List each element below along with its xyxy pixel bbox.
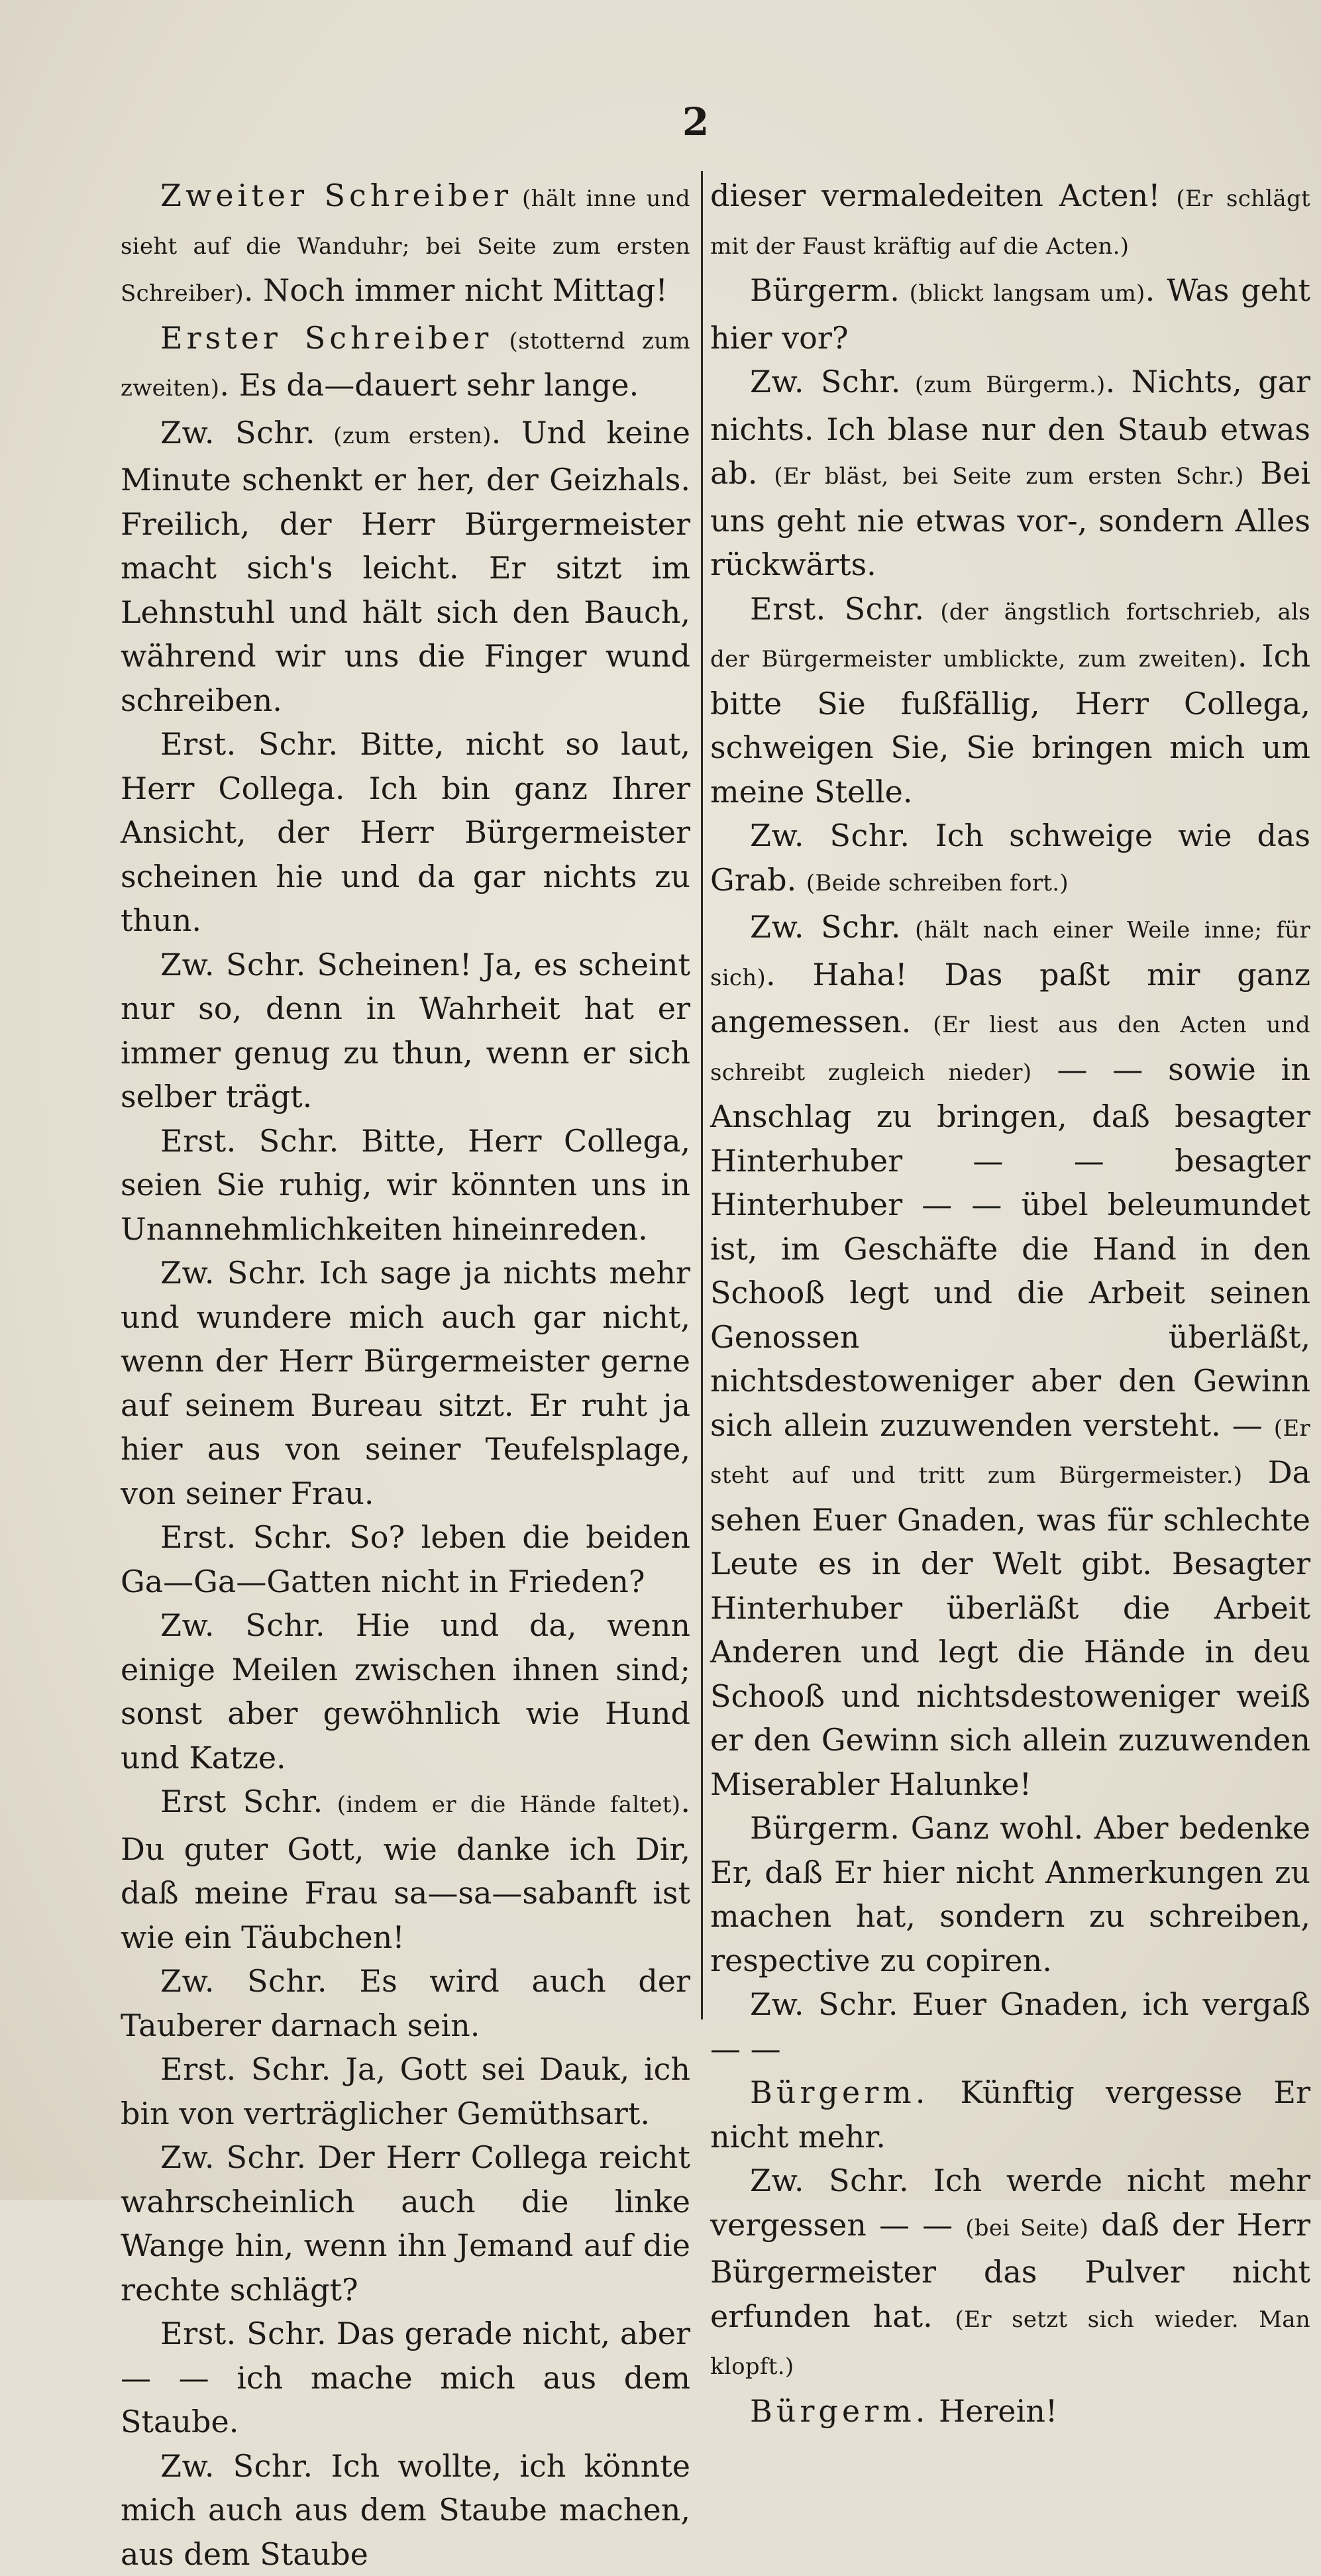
dialogue-paragraph: [121, 2444, 690, 2576]
dialogue-text: Bitte, nicht so laut, Herr Collega. Ich bin ganz Ihrer Ansicht, der Herr Bürgermeister scheinen hie und da gar nichts zu thun.: [121, 726, 690, 938]
dialogue-text: daß der Herr Bürgermeister das Pulver nicht erfunden hat.: [710, 2207, 1310, 2334]
right-column: [710, 174, 1310, 2433]
speaker-name: Erst. Schr.: [160, 1123, 339, 1159]
dialogue-paragraph: [710, 2070, 1310, 2159]
page-number: 2: [676, 99, 715, 144]
speaker-name: Zw. Schr.: [750, 1986, 898, 2022]
speaker-name: Erst. Schr.: [160, 2051, 331, 2087]
dialogue-text: . Was geht hier vor?: [710, 272, 1310, 356]
dialogue-paragraph: [710, 905, 1310, 1806]
dialogue-text: So? leben die beiden Ga—Ga—Gatten nicht in Frieden?: [121, 1519, 690, 1599]
dialogue-paragraph: [710, 814, 1310, 905]
dialogue-paragraph: [121, 1119, 690, 1252]
dialogue-paragraph: [710, 1806, 1310, 1982]
dialogue-paragraph: [121, 1251, 690, 1515]
dialogue-text: Ja, Gott sei Dauk, ich bin von verträglicher Gemüthsart.: [121, 2051, 690, 2131]
column-divider: [701, 171, 703, 2019]
speaker-name: Erst. Schr.: [160, 2316, 327, 2351]
dialogue-paragraph: [710, 2159, 1310, 2389]
dialogue-text: Der Herr Collega reicht wahrscheinlich auch die linke Wange hin, wenn ihn Jemand auf die rechte schlägt?: [121, 2139, 690, 2308]
dialogue-text: Herein!: [929, 2393, 1057, 2429]
stage-direction: (zum Bürgerm.): [901, 372, 1106, 398]
dialogue-text: Das gerade nicht, aber — — ich mache mich aus dem Staube.: [121, 2316, 690, 2440]
dialogue-text: . Und keine Minute schenkt er her, der Geizhals. Freilich, der Herr Bürgermeister macht sich's leicht. Er sitzt im Lehnstuhl und hält sich den Bauch, während wir uns die Finger wund schreiben.: [121, 415, 690, 718]
stage-direction: (Er liest aus den Acten und schreibt zugleich nieder): [710, 1012, 1310, 1086]
dialogue-paragraph: [121, 943, 690, 1119]
speaker-name: Zw. Schr.: [750, 909, 901, 945]
stage-direction: (bei Seite): [965, 2215, 1088, 2241]
stage-direction: (hält inne und sieht auf die Wanduhr; bei Seite zum ersten Schreiber): [121, 186, 690, 307]
speaker-name: Zw. Schr.: [160, 1607, 325, 1643]
stage-direction: (Er bläst, bei Seite zum ersten Schr.): [774, 463, 1243, 490]
dialogue-text: Bitte, Herr Collega, seien Sie ruhig, wir könnten uns in Unannehmlichkeiten hineinreden.: [121, 1123, 690, 1247]
speaker-name: Erster Schreiber: [160, 320, 492, 356]
dialogue-text: . Du guter Gott, wie danke ich Dir, daß meine Frau sa—sa—sabanft ist wie ein Täubchen!: [121, 1784, 690, 1955]
dialogue-text: Bei uns geht nie etwas vor-, sondern Alles rückwärts.: [710, 455, 1310, 582]
speaker-name: Zw. Schr.: [160, 415, 315, 451]
speaker-name: Erst. Schr.: [160, 726, 339, 762]
dialogue-text: . Ich bitte Sie fußfällig, Herr Collega, schweigen Sie, Sie bringen mich um meine Stelle.: [710, 638, 1310, 810]
speaker-name: Bürgerm.: [750, 2393, 929, 2429]
dialogue-paragraph: [710, 174, 1310, 268]
speaker-name: Zw. Schr.: [750, 818, 910, 853]
dialogue-text: . Nichts, gar nichts. Ich blase nur den Staub etwas ab.: [710, 364, 1310, 491]
dialogue-paragraph: [710, 268, 1310, 360]
dialogue-paragraph: [121, 1603, 690, 1780]
dialogue-paragraph: [121, 316, 690, 411]
dialogue-text: — — sowie in Anschlag zu bringen, daß besagter Hinterhuber — — besagter Hinterhuber — — übel beleumundet ist, im Geschäfte die Hand in den Schooß legt und die Arbeit seinen Genossen überläßt, nichtsdestoweniger aber den Gewinn sich allein zuzuwenden versteht. —: [710, 1051, 1310, 1443]
dialogue-paragraph: [121, 1959, 690, 2047]
stage-direction: (Beide schreiben fort.): [806, 870, 1069, 896]
dialogue-text: Da sehen Euer Gnaden, was für schlechte Leute es in der Welt gibt. Besagter Hinterhuber überläßt die Arbeit Anderen und legt die Hände in deu Schooß und nichtsdestoweniger weiß er den Gewinn sich allein zuzuwenden Miserabler Halunke!: [710, 1454, 1310, 1802]
speaker-name: Erst. Schr.: [160, 1519, 333, 1555]
dialogue-text: Ich wollte, ich könnte mich auch aus dem Staube machen, aus dem Staube: [121, 2448, 690, 2572]
dialogue-text: dieser vermaledeiten Acten!: [710, 178, 1176, 213]
stage-direction: (hält nach einer Weile inne; für sich): [710, 917, 1310, 991]
stage-direction: (Er setzt sich wieder. Man klopft.): [710, 2306, 1310, 2381]
speaker-name: Zw. Schr.: [160, 1963, 327, 1999]
dialogue-text: Scheinen! Ja, es scheint nur so, denn in Wahrheit hat er immer genug zu thun, wenn er sich selber trägt.: [121, 947, 690, 1115]
speaker-name: Zw. Schr.: [160, 1255, 307, 1291]
stage-direction: (blickt langsam um): [900, 280, 1145, 307]
left-column: [121, 174, 690, 2576]
dialogue-text: Ganz wohl. Aber bedenke Er, daß Er hier nicht Anmerkungen zu machen hat, sondern zu schreiben, respective zu copiren.: [710, 1810, 1310, 1978]
dialogue-paragraph: [710, 1982, 1310, 2070]
speaker-name: Zw. Schr.: [750, 2163, 909, 2198]
stage-direction: (zum ersten): [315, 423, 492, 449]
dialogue-text: . Haha! Das paßt mir ganz angemessen.: [710, 957, 1310, 1040]
stage-direction: (stotternd zum zweiten): [121, 328, 690, 402]
dialogue-text: Hie und da, wenn einige Meilen zwischen ihnen sind; sonst aber gewöhnlich wie Hund und Katze.: [121, 1607, 690, 1776]
speaker-name: Erst. Schr.: [750, 591, 925, 627]
dialogue-paragraph: [121, 1515, 690, 1603]
speaker-name: Zw. Schr.: [160, 947, 306, 983]
speaker-name: Bürgerm.: [750, 272, 900, 308]
speaker-name: Bürgerm.: [750, 1810, 900, 1846]
dialogue-text: Ich schweige wie das Grab.: [710, 818, 1310, 898]
stage-direction: (indem er die Hände faltet): [323, 1792, 681, 1818]
dialogue-text: Künftig vergesse Er nicht mehr.: [710, 2074, 1310, 2155]
dialogue-text: Euer Gnaden, ich vergaß — —: [710, 1986, 1310, 2066]
dialogue-paragraph: [121, 722, 690, 943]
dialogue-text: Ich sage ja nichts mehr und wundere mich auch gar nicht, wenn der Herr Bürgermeister gerne auf seinem Bureau sitzt. Er ruht ja hier aus von seiner Teufelsplage, von seiner Frau.: [121, 1255, 690, 1511]
dialogue-text: Es wird auch der Tauberer darnach sein.: [121, 1963, 690, 2043]
dialogue-paragraph: [121, 174, 690, 316]
dialogue-paragraph: [121, 411, 690, 723]
dialogue-paragraph: [710, 360, 1310, 587]
dialogue-paragraph: [121, 2047, 690, 2135]
speaker-name: Zweiter Schreiber: [160, 178, 512, 213]
speaker-name: Zw. Schr.: [160, 2448, 313, 2484]
speaker-name: Erst Schr.: [160, 1784, 323, 1819]
speaker-name: Zw. Schr.: [160, 2139, 306, 2175]
stage-direction: (der ängstlich fortschrieb, als der Bürgermeister umblickte, zum zweiten): [710, 599, 1310, 673]
dialogue-text: . Noch immer nicht Mittag!: [244, 272, 668, 308]
stage-direction: (Er schlägt mit der Faust kräftig auf die Acten.): [710, 186, 1310, 260]
dialogue-paragraph: [710, 587, 1310, 814]
stage-direction: (Er steht auf und tritt zum Bürgermeister.): [710, 1415, 1310, 1489]
dialogue-paragraph: [121, 1780, 690, 1959]
speaker-name: Bürgerm.: [750, 2074, 929, 2110]
dialogue-paragraph: [710, 2389, 1310, 2434]
dialogue-paragraph: [121, 2312, 690, 2444]
dialogue-text: Ich werde nicht mehr vergessen — —: [710, 2163, 1310, 2243]
speaker-name: Zw. Schr.: [750, 364, 901, 400]
dialogue-text: . Es da—dauert sehr lange.: [219, 367, 639, 403]
dialogue-paragraph: [121, 2135, 690, 2312]
